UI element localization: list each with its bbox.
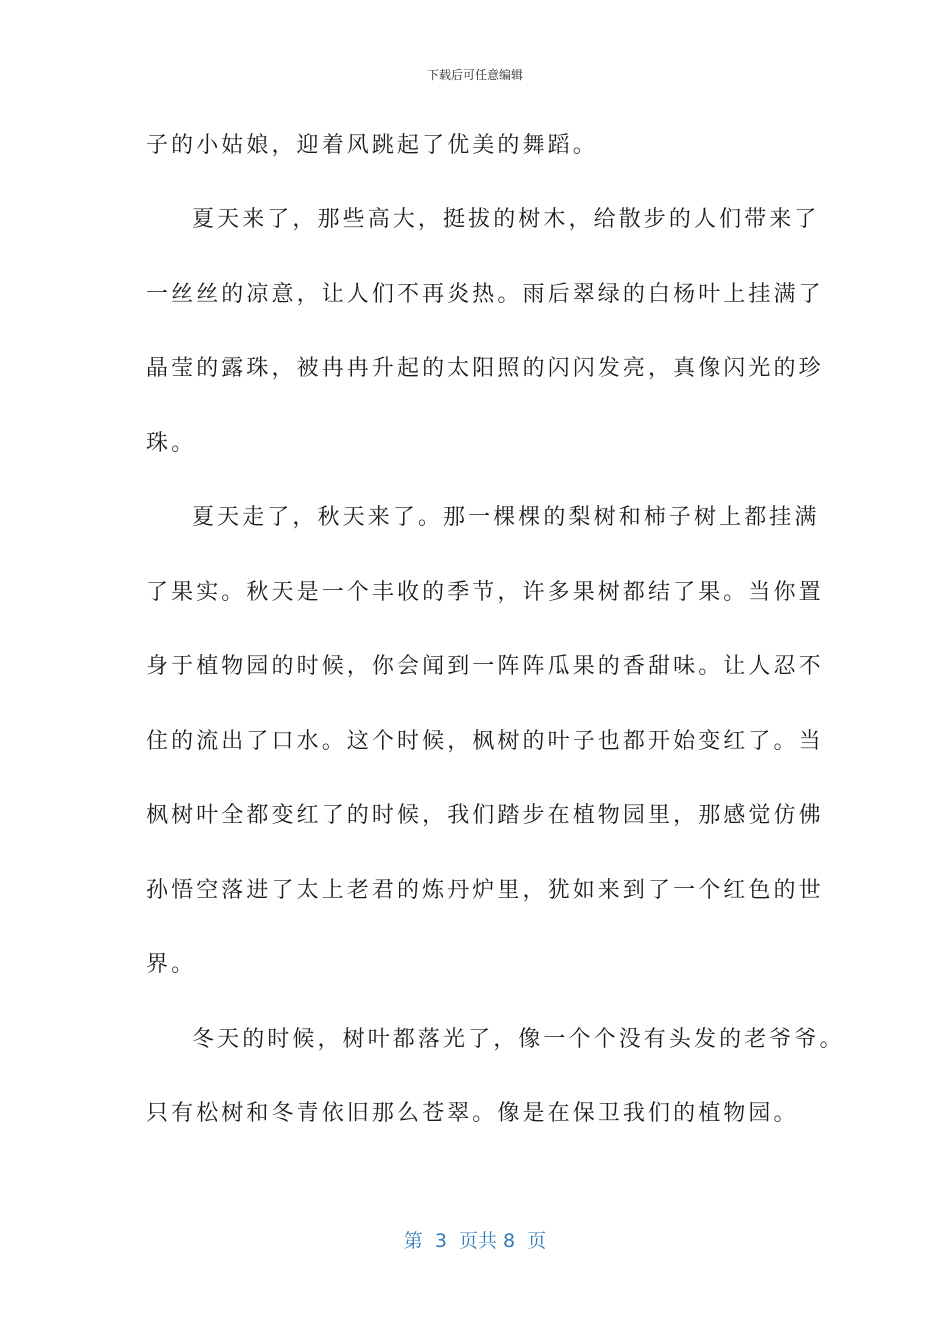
paragraph-3-line-7: 界。 (146, 952, 197, 977)
paragraph-4-line-1: 冬天的时候，树叶都落光了，像一个个没有头发的老爷爷。 (192, 1027, 845, 1052)
paragraph-2-line-2: 一丝丝的凉意，让人们不再炎热。雨后翠绿的白杨叶上挂满了 (146, 282, 824, 307)
paragraph-2-line-4: 珠。 (146, 431, 197, 456)
paragraph-2-line-3: 晶莹的露珠，被冉冉升起的太阳照的闪闪发亮，真像闪光的珍 (146, 356, 824, 381)
paragraph-3-line-4: 住的流出了口水。这个时候，枫树的叶子也都开始变红了。当 (146, 729, 824, 754)
paragraph-3-line-5: 枫树叶全都变红了的时候，我们踏步在植物园里，那感觉仿佛 (146, 803, 824, 828)
page-header-note: 下载后可任意编辑 (426, 68, 523, 82)
paragraph-1-line-1: 子的小姑娘，迎着风跳起了优美的舞蹈。 (146, 133, 598, 158)
page-number-footer: 第 3 页共 8 页 (403, 1230, 547, 1252)
paragraph-3-line-1: 夏天走了，秋天来了。那一棵棵的梨树和柿子树上都挂满 (192, 505, 820, 530)
paragraph-4-line-2: 只有松树和冬青依旧那么苍翠。像是在保卫我们的植物园。 (146, 1101, 799, 1126)
paragraph-2-line-1: 夏天来了，那些高大，挺拔的树木，给散步的人们带来了 (192, 207, 820, 232)
paragraph-3-line-6: 孙悟空落进了太上老君的炼丹炉里，犹如来到了一个红色的世 (146, 878, 824, 903)
paragraph-3-line-2: 了果实。秋天是一个丰收的季节，许多果树都结了果。当你置 (146, 580, 824, 605)
paragraph-3-line-3: 身于植物园的时候，你会闻到一阵阵瓜果的香甜味。让人忍不 (146, 654, 824, 679)
